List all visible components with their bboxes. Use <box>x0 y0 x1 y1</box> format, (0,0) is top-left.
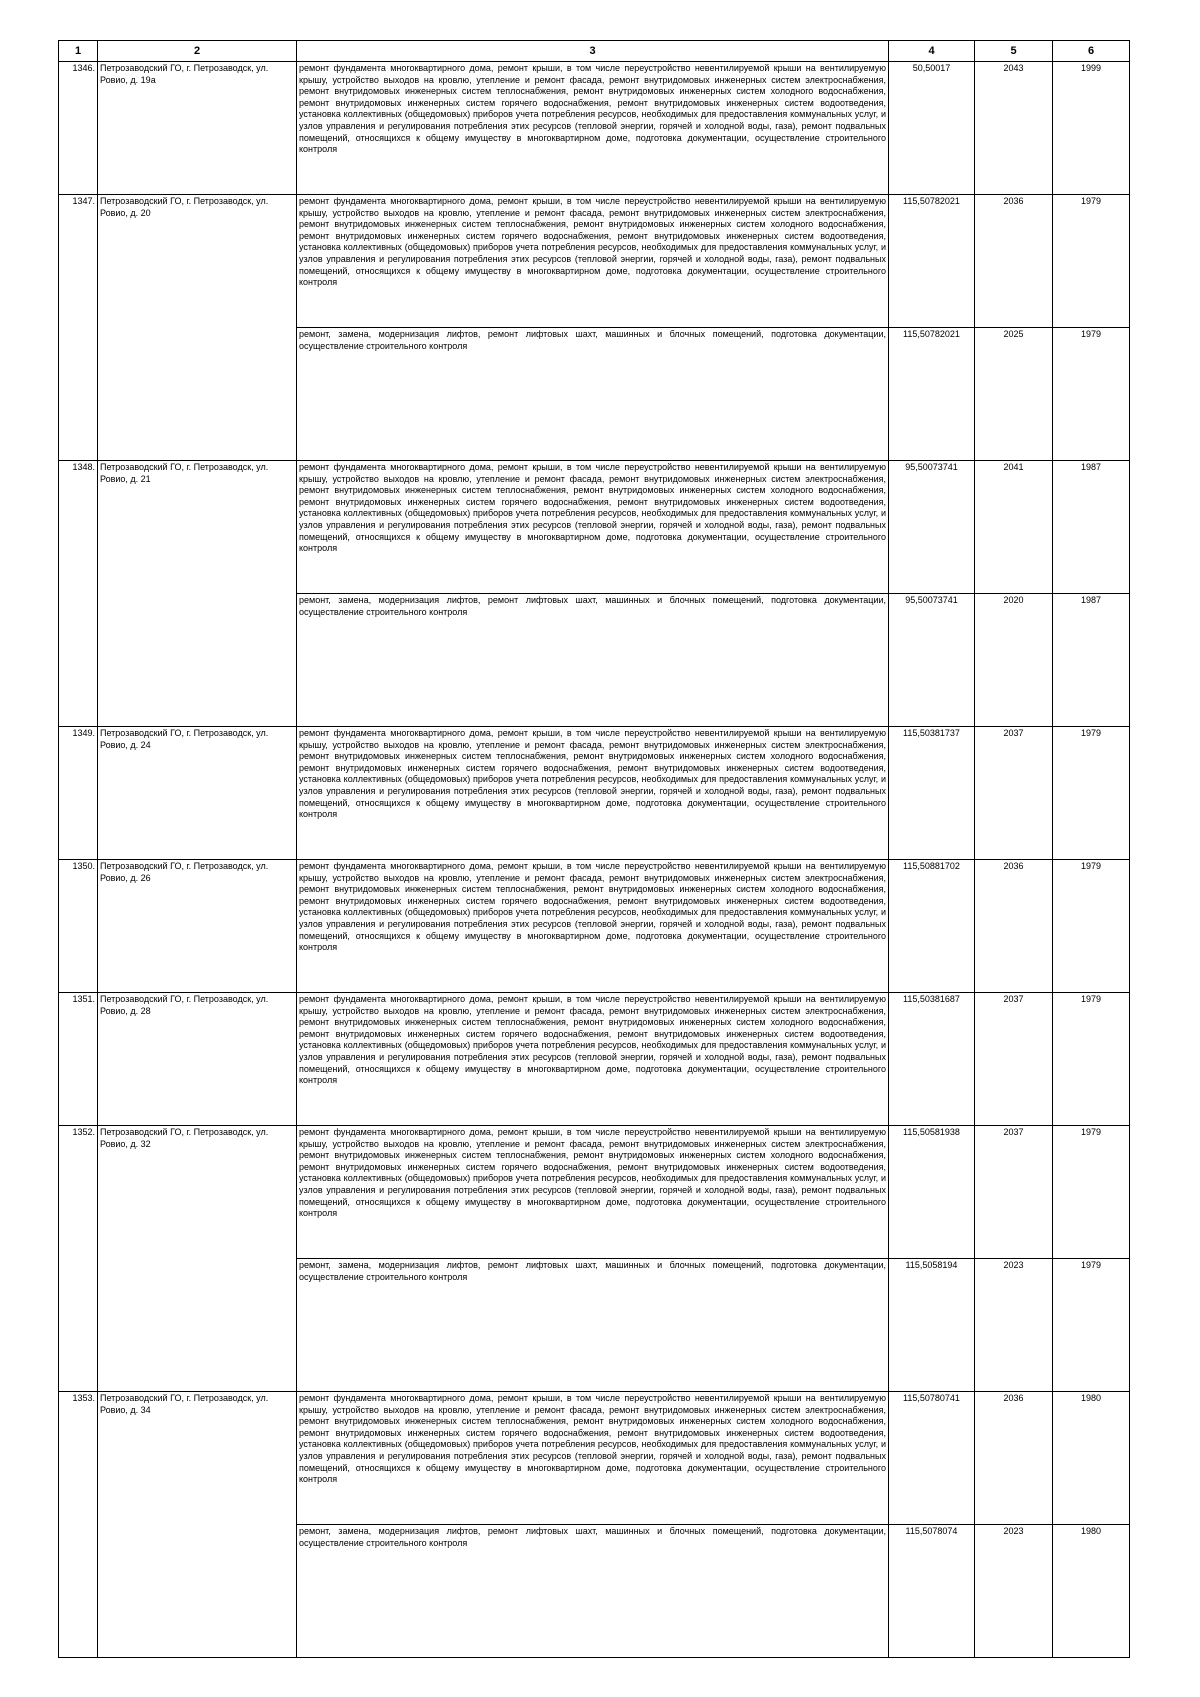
table-row <box>59 1126 1130 1259</box>
row-address: Петрозаводский ГО, г. Петрозаводск, ул. Ровио, д. 32 <box>98 1126 297 1392</box>
column-header-3: 3 <box>297 41 889 62</box>
row-cost: 115,50581938 <box>889 1126 975 1259</box>
row-planned-year: 2037 <box>975 1126 1053 1259</box>
row-work-description: ремонт фундамента многоквартирного дома, ремонт крыши, в том числе переустройство невентилируемой крыши на вентилируемую крышу, устройство выходов на кровлю, утепление и ремонт фасада, ремонт внутридомовых инженерных систем электроснабжения, ремонт внутридомовых инженерных систем теплоснабжения, ремонт внутридомовых инженерных систем холодного водоснабжения, ремонт внутридомовых инженерных систем горячего водоснабжения, ремонт внутридомовых инженерных систем водоотведения, установка коллективных (общедомовых) приборов учета потребления ресурсов, необходимых для предоставления коммунальных услуг, и узлов управления и регулирования потребления этих ресурсов (тепловой энергии, горячей и холодной воды, газа), ремонт подвальных помещений, относящихся к общему имуществу в многоквартирном доме, подготовка документации, осуществление строительного контроля <box>297 62 889 195</box>
table-row <box>59 62 1130 195</box>
row-planned-year: 2020 <box>975 594 1053 727</box>
table-row <box>59 461 1130 594</box>
row-work-description: ремонт фундамента многоквартирного дома, ремонт крыши, в том числе переустройство невентилируемой крыши на вентилируемую крышу, устройство выходов на кровлю, утепление и ремонт фасада, ремонт внутридомовых инженерных систем электроснабжения, ремонт внутридомовых инженерных систем теплоснабжения, ремонт внутридомовых инженерных систем холодного водоснабжения, ремонт внутридомовых инженерных систем горячего водоснабжения, ремонт внутридомовых инженерных систем водоотведения, установка коллективных (общедомовых) приборов учета потребления ресурсов, необходимых для предоставления коммунальных услуг, и узлов управления и регулирования потребления этих ресурсов (тепловой энергии, горячей и холодной воды, газа), ремонт подвальных помещений, относящихся к общему имуществу в многоквартирном доме, подготовка документации, осуществление строительного контроля <box>297 993 889 1126</box>
row-number: 1352. <box>59 1126 98 1392</box>
row-planned-year: 2037 <box>975 993 1053 1126</box>
row-cost: 50,50017 <box>889 62 975 195</box>
table-row <box>59 1392 1130 1525</box>
row-address: Петрозаводский ГО, г. Петрозаводск, ул. Ровио, д. 34 <box>98 1392 297 1658</box>
row-cost: 115,5078074 <box>889 1525 975 1658</box>
row-work-description: ремонт фундамента многоквартирного дома, ремонт крыши, в том числе переустройство невентилируемой крыши на вентилируемую крышу, устройство выходов на кровлю, утепление и ремонт фасада, ремонт внутридомовых инженерных систем электроснабжения, ремонт внутридомовых инженерных систем теплоснабжения, ремонт внутридомовых инженерных систем холодного водоснабжения, ремонт внутридомовых инженерных систем горячего водоснабжения, ремонт внутридомовых инженерных систем водоотведения, установка коллективных (общедомовых) приборов учета потребления ресурсов, необходимых для предоставления коммунальных услуг, и узлов управления и регулирования потребления этих ресурсов (тепловой энергии, горячей и холодной воды, газа), ремонт подвальных помещений, относящихся к общему имуществу в многоквартирном доме, подготовка документации, осуществление строительного контроля <box>297 195 889 328</box>
row-cost: 115,50881702 <box>889 860 975 993</box>
table-row <box>59 727 1130 860</box>
table-row <box>59 860 1130 993</box>
row-work-description: ремонт, замена, модернизация лифтов, ремонт лифтовых шахт, машинных и блочных помещений, подготовка документации, осуществление строительного контроля <box>297 594 889 727</box>
row-built-year: 1979 <box>1053 1126 1130 1259</box>
row-built-year: 1987 <box>1053 594 1130 727</box>
table-row <box>59 993 1130 1126</box>
row-built-year: 1979 <box>1053 993 1130 1126</box>
row-planned-year: 2043 <box>975 62 1053 195</box>
row-number: 1348. <box>59 461 98 727</box>
row-built-year: 1979 <box>1053 1259 1130 1392</box>
row-built-year: 1980 <box>1053 1392 1130 1525</box>
row-cost: 115,50782021 <box>889 195 975 328</box>
row-built-year: 1979 <box>1053 328 1130 461</box>
row-built-year: 1980 <box>1053 1525 1130 1658</box>
row-planned-year: 2023 <box>975 1259 1053 1392</box>
column-header-1: 1 <box>59 41 98 62</box>
row-address: Петрозаводский ГО, г. Петрозаводск, ул. Ровио, д. 19а <box>98 62 297 195</box>
row-address: Петрозаводский ГО, г. Петрозаводск, ул. Ровио, д. 21 <box>98 461 297 727</box>
row-work-description: ремонт фундамента многоквартирного дома, ремонт крыши, в том числе переустройство невентилируемой крыши на вентилируемую крышу, устройство выходов на кровлю, утепление и ремонт фасада, ремонт внутридомовых инженерных систем электроснабжения, ремонт внутридомовых инженерных систем теплоснабжения, ремонт внутридомовых инженерных систем холодного водоснабжения, ремонт внутридомовых инженерных систем горячего водоснабжения, ремонт внутридомовых инженерных систем водоотведения, установка коллективных (общедомовых) приборов учета потребления ресурсов, необходимых для предоставления коммунальных услуг, и узлов управления и регулирования потребления этих ресурсов (тепловой энергии, горячей и холодной воды, газа), ремонт подвальных помещений, относящихся к общему имуществу в многоквартирном доме, подготовка документации, осуществление строительного контроля <box>297 461 889 594</box>
row-planned-year: 2041 <box>975 461 1053 594</box>
row-address: Петрозаводский ГО, г. Петрозаводск, ул. Ровио, д. 28 <box>98 993 297 1126</box>
row-work-description: ремонт фундамента многоквартирного дома, ремонт крыши, в том числе переустройство невентилируемой крыши на вентилируемую крышу, устройство выходов на кровлю, утепление и ремонт фасада, ремонт внутридомовых инженерных систем электроснабжения, ремонт внутридомовых инженерных систем теплоснабжения, ремонт внутридомовых инженерных систем холодного водоснабжения, ремонт внутридомовых инженерных систем горячего водоснабжения, ремонт внутридомовых инженерных систем водоотведения, установка коллективных (общедомовых) приборов учета потребления ресурсов, необходимых для предоставления коммунальных услуг, и узлов управления и регулирования потребления этих ресурсов (тепловой энергии, горячей и холодной воды, газа), ремонт подвальных помещений, относящихся к общему имуществу в многоквартирном доме, подготовка документации, осуществление строительного контроля <box>297 727 889 860</box>
row-number: 1351. <box>59 993 98 1126</box>
row-cost: 115,5058194 <box>889 1259 975 1392</box>
row-cost: 95,50073741 <box>889 461 975 594</box>
row-cost: 115,50780741 <box>889 1392 975 1525</box>
row-address: Петрозаводский ГО, г. Петрозаводск, ул. Ровио, д. 24 <box>98 727 297 860</box>
row-work-description: ремонт, замена, модернизация лифтов, ремонт лифтовых шахт, машинных и блочных помещений, подготовка документации, осуществление строительного контроля <box>297 1259 889 1392</box>
row-address: Петрозаводский ГО, г. Петрозаводск, ул. Ровио, д. 26 <box>98 860 297 993</box>
row-cost: 115,50381687 <box>889 993 975 1126</box>
row-address: Петрозаводский ГО, г. Петрозаводск, ул. Ровио, д. 20 <box>98 195 297 461</box>
row-built-year: 1979 <box>1053 195 1130 328</box>
row-planned-year: 2037 <box>975 727 1053 860</box>
row-planned-year: 2036 <box>975 1392 1053 1525</box>
row-number: 1346. <box>59 62 98 195</box>
column-header-2: 2 <box>98 41 297 62</box>
header-row <box>59 41 1130 62</box>
row-number: 1350. <box>59 860 98 993</box>
row-planned-year: 2036 <box>975 860 1053 993</box>
column-header-4: 4 <box>889 41 975 62</box>
column-header-5: 5 <box>975 41 1053 62</box>
row-cost: 115,50782021 <box>889 328 975 461</box>
table-row <box>59 195 1130 328</box>
row-planned-year: 2025 <box>975 328 1053 461</box>
row-planned-year: 2036 <box>975 195 1053 328</box>
row-work-description: ремонт фундамента многоквартирного дома, ремонт крыши, в том числе переустройство невентилируемой крыши на вентилируемую крышу, устройство выходов на кровлю, утепление и ремонт фасада, ремонт внутридомовых инженерных систем электроснабжения, ремонт внутридомовых инженерных систем теплоснабжения, ремонт внутридомовых инженерных систем холодного водоснабжения, ремонт внутридомовых инженерных систем горячего водоснабжения, ремонт внутридомовых инженерных систем водоотведения, установка коллективных (общедомовых) приборов учета потребления ресурсов, необходимых для предоставления коммунальных услуг, и узлов управления и регулирования потребления этих ресурсов (тепловой энергии, горячей и холодной воды, газа), ремонт подвальных помещений, относящихся к общему имуществу в многоквартирном доме, подготовка документации, осуществление строительного контроля <box>297 860 889 993</box>
row-planned-year: 2023 <box>975 1525 1053 1658</box>
row-number: 1349. <box>59 727 98 860</box>
row-work-description: ремонт, замена, модернизация лифтов, ремонт лифтовых шахт, машинных и блочных помещений, подготовка документации, осуществление строительного контроля <box>297 1525 889 1658</box>
column-header-6: 6 <box>1053 41 1130 62</box>
document-page <box>58 40 1129 1658</box>
row-cost: 115,50381737 <box>889 727 975 860</box>
row-built-year: 1979 <box>1053 727 1130 860</box>
row-work-description: ремонт фундамента многоквартирного дома, ремонт крыши, в том числе переустройство невентилируемой крыши на вентилируемую крышу, устройство выходов на кровлю, утепление и ремонт фасада, ремонт внутридомовых инженерных систем электроснабжения, ремонт внутридомовых инженерных систем теплоснабжения, ремонт внутридомовых инженерных систем холодного водоснабжения, ремонт внутридомовых инженерных систем горячего водоснабжения, ремонт внутридомовых инженерных систем водоотведения, установка коллективных (общедомовых) приборов учета потребления ресурсов, необходимых для предоставления коммунальных услуг, и узлов управления и регулирования потребления этих ресурсов (тепловой энергии, горячей и холодной воды, газа), ремонт подвальных помещений, относящихся к общему имуществу в многоквартирном доме, подготовка документации, осуществление строительного контроля <box>297 1392 889 1525</box>
row-number: 1347. <box>59 195 98 461</box>
row-cost: 95,50073741 <box>889 594 975 727</box>
row-number: 1353. <box>59 1392 98 1658</box>
row-built-year: 1979 <box>1053 860 1130 993</box>
row-work-description: ремонт фундамента многоквартирного дома, ремонт крыши, в том числе переустройство невентилируемой крыши на вентилируемую крышу, устройство выходов на кровлю, утепление и ремонт фасада, ремонт внутридомовых инженерных систем электроснабжения, ремонт внутридомовых инженерных систем теплоснабжения, ремонт внутридомовых инженерных систем холодного водоснабжения, ремонт внутридомовых инженерных систем горячего водоснабжения, ремонт внутридомовых инженерных систем водоотведения, установка коллективных (общедомовых) приборов учета потребления ресурсов, необходимых для предоставления коммунальных услуг, и узлов управления и регулирования потребления этих ресурсов (тепловой энергии, горячей и холодной воды, газа), ремонт подвальных помещений, относящихся к общему имуществу в многоквартирном доме, подготовка документации, осуществление строительного контроля <box>297 1126 889 1259</box>
row-work-description: ремонт, замена, модернизация лифтов, ремонт лифтовых шахт, машинных и блочных помещений, подготовка документации, осуществление строительного контроля <box>297 328 889 461</box>
row-built-year: 1987 <box>1053 461 1130 594</box>
row-built-year: 1999 <box>1053 62 1130 195</box>
capital-repair-table <box>58 40 1130 1658</box>
